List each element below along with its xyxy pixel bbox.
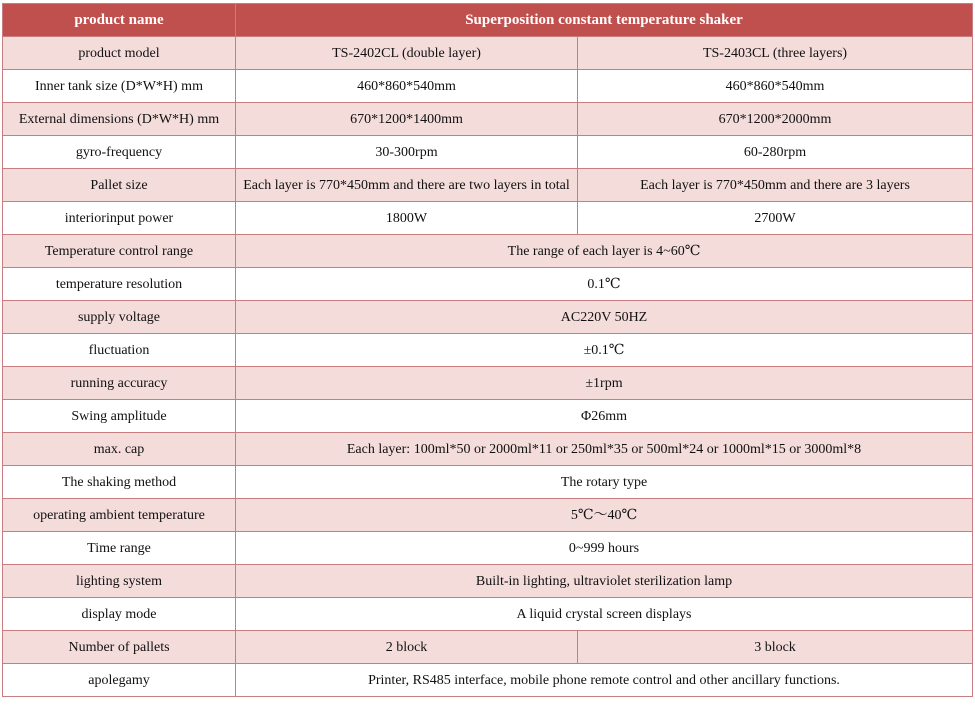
- table-row: [3, 532, 973, 565]
- header-product-name: product name: [3, 4, 236, 37]
- row-label: The shaking method: [3, 466, 236, 499]
- row-value-ts2402cl: 1800W: [236, 202, 578, 235]
- row-value-ts2402cl: Each layer is 770*450mm and there are two layers in total: [236, 169, 578, 202]
- table-row: [3, 631, 973, 664]
- row-value-ts2402cl: 30-300rpm: [236, 136, 578, 169]
- row-value: Printer, RS485 interface, mobile phone remote control and other ancillary functions.: [236, 664, 973, 697]
- row-value-ts2403cl: 670*1200*2000mm: [578, 103, 973, 136]
- row-value-ts2403cl: 60-280rpm: [578, 136, 973, 169]
- table-row: [3, 235, 973, 268]
- spec-table-body: [3, 37, 973, 697]
- row-label: product model: [3, 37, 236, 70]
- table-row: [3, 268, 973, 301]
- table-row: [3, 565, 973, 598]
- row-value: The rotary type: [236, 466, 973, 499]
- table-row: [3, 136, 973, 169]
- row-label: Time range: [3, 532, 236, 565]
- table-row: [3, 70, 973, 103]
- row-value: 0.1℃: [236, 268, 973, 301]
- table-row: [3, 169, 973, 202]
- row-label: lighting system: [3, 565, 236, 598]
- row-value: ±0.1℃: [236, 334, 973, 367]
- spec-table: [2, 3, 973, 697]
- row-value-ts2402cl: TS-2402CL (double layer): [236, 37, 578, 70]
- row-label: apolegamy: [3, 664, 236, 697]
- row-label: fluctuation: [3, 334, 236, 367]
- row-value-ts2402cl: 2 block: [236, 631, 578, 664]
- row-label: Temperature control range: [3, 235, 236, 268]
- row-label: Number of pallets: [3, 631, 236, 664]
- row-label: display mode: [3, 598, 236, 631]
- row-value: Φ26mm: [236, 400, 973, 433]
- row-label: temperature resolution: [3, 268, 236, 301]
- row-value: ±1rpm: [236, 367, 973, 400]
- table-row: [3, 301, 973, 334]
- row-label: max. cap: [3, 433, 236, 466]
- row-value-ts2403cl: 3 block: [578, 631, 973, 664]
- row-value: 0~999 hours: [236, 532, 973, 565]
- row-value-ts2403cl: 460*860*540mm: [578, 70, 973, 103]
- row-label: supply voltage: [3, 301, 236, 334]
- row-label: operating ambient temperature: [3, 499, 236, 532]
- spec-table-container: [2, 3, 972, 697]
- row-label: gyro-frequency: [3, 136, 236, 169]
- table-row: [3, 367, 973, 400]
- table-row: [3, 400, 973, 433]
- row-label: interiorinput power: [3, 202, 236, 235]
- table-row: [3, 433, 973, 466]
- row-label: Swing amplitude: [3, 400, 236, 433]
- table-row: [3, 103, 973, 136]
- row-label: External dimensions (D*W*H) mm: [3, 103, 236, 136]
- header-product-title: Superposition constant temperature shaker: [236, 4, 973, 37]
- row-value-ts2403cl: 2700W: [578, 202, 973, 235]
- row-value-ts2402cl: 670*1200*1400mm: [236, 103, 578, 136]
- header-row: [3, 4, 973, 37]
- row-value-ts2402cl: 460*860*540mm: [236, 70, 578, 103]
- row-label: running accuracy: [3, 367, 236, 400]
- row-value: The range of each layer is 4~60℃: [236, 235, 973, 268]
- table-row: [3, 598, 973, 631]
- row-label: Inner tank size (D*W*H) mm: [3, 70, 236, 103]
- table-row: [3, 334, 973, 367]
- row-value: 5℃～40℃: [236, 499, 973, 532]
- row-value: A liquid crystal screen displays: [236, 598, 973, 631]
- row-value-ts2403cl: Each layer is 770*450mm and there are 3 layers: [578, 169, 973, 202]
- row-value: AC220V 50HZ: [236, 301, 973, 334]
- table-row: [3, 202, 973, 235]
- row-label: Pallet size: [3, 169, 236, 202]
- table-row: [3, 37, 973, 70]
- table-row: [3, 499, 973, 532]
- row-value-ts2403cl: TS-2403CL (three layers): [578, 37, 973, 70]
- row-value: Each layer: 100ml*50 or 2000ml*11 or 250ml*35 or 500ml*24 or 1000ml*15 or 3000ml*8: [236, 433, 973, 466]
- table-row: [3, 466, 973, 499]
- row-value: Built-in lighting, ultraviolet sterilization lamp: [236, 565, 973, 598]
- table-row: [3, 664, 973, 697]
